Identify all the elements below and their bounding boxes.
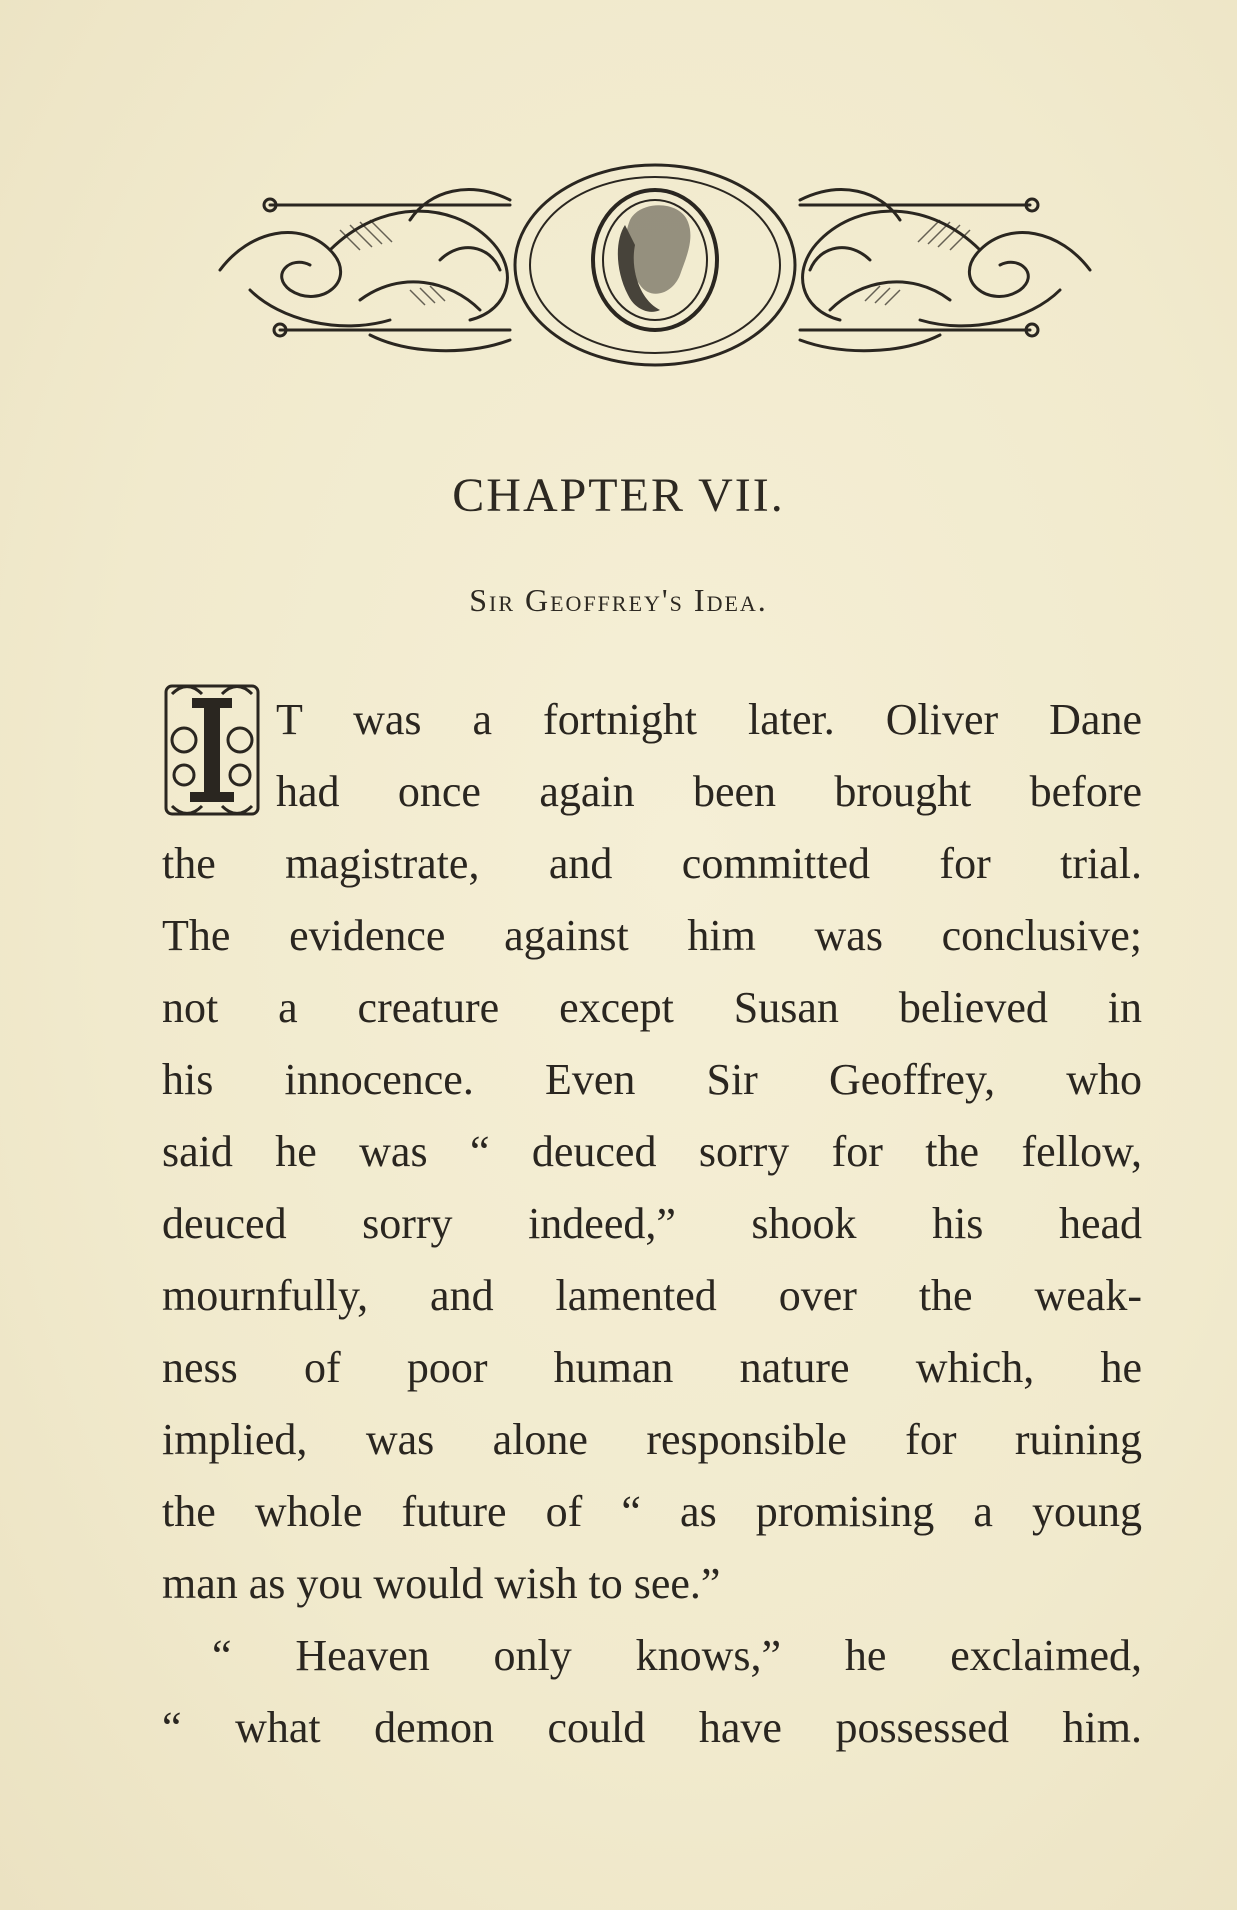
text-line: not a creature except Susan believed in	[162, 983, 1142, 1032]
text-line: the whole future of “ as promising a young	[162, 1487, 1142, 1536]
chapter-subtitle: Sir Geoffrey's Idea.	[469, 582, 768, 618]
text-line: T was a fortnight later. Oliver Dane	[276, 695, 1142, 744]
text-line: man as you would wish to see.”	[162, 1559, 721, 1608]
text-line: “ Heaven only knows,” he exclaimed,	[212, 1631, 1142, 1680]
text-line: the magistrate, and committed for trial.	[162, 839, 1142, 888]
text-line: deuced sorry indeed,” shook his head	[162, 1199, 1142, 1248]
text-line: his innocence. Even Sir Geoffrey, who	[162, 1055, 1142, 1104]
text-line: implied, was alone responsible for ruining	[162, 1415, 1142, 1464]
text-line: said he was “ deuced sorry for the fellow,	[162, 1127, 1142, 1176]
text-line: “ what demon could have possessed him.	[162, 1703, 1142, 1752]
text-line: had once again been brought before	[276, 767, 1142, 816]
ornamental-headpiece-icon	[210, 160, 1100, 370]
body-text	[162, 684, 1142, 1764]
text-line: The evidence against him was conclusive;	[162, 911, 1142, 960]
text-line: mournfully, and lamented over the weak-	[162, 1271, 1142, 1320]
chapter-title: CHAPTER VII.	[452, 469, 785, 522]
text-line: ness of poor human nature which, he	[162, 1343, 1142, 1392]
